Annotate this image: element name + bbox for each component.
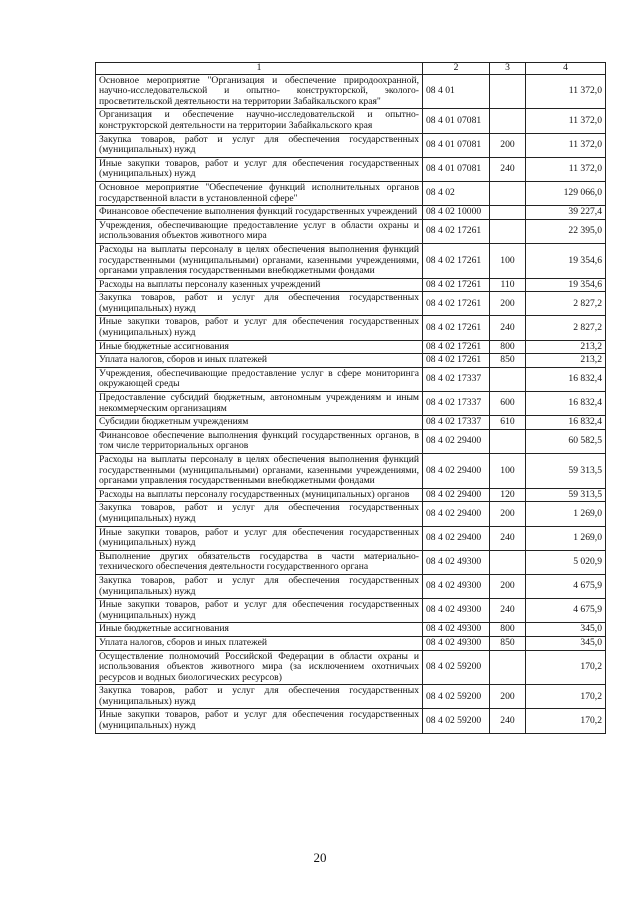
cell-name: Расходы на выплаты персоналу в целях обеспечения выполнения функций государственными (муниципальными) органами, казенными учреждениями, органами управления государственными внебюджетными фондами	[96, 243, 423, 278]
cell-amount: 1 269,0	[526, 502, 606, 526]
cell-expense-type: 120	[490, 488, 526, 502]
cell-amount: 213,2	[526, 354, 606, 368]
cell-name: Учреждения, обеспечивающие предоставление услуг в области охраны и использования объектов животного мира	[96, 219, 423, 243]
cell-expense-type	[490, 650, 526, 685]
cell-expense-type: 240	[490, 599, 526, 623]
cell-name: Иные закупки товаров, работ и услуг для обеспечения государственных (муниципальных) нужд	[96, 526, 423, 550]
cell-name: Основное мероприятие "Организация и обеспечение природоохранной, научно-исследовательской и опытно- конструкторской, эколого-просветительской деятельности на территории Забайкальского края"	[96, 74, 423, 109]
cell-expense-type: 800	[490, 340, 526, 354]
cell-name: Иные закупки товаров, работ и услуг для обеспечения государственных (муниципальных) нужд	[96, 316, 423, 340]
cell-code: 08 4 02 10000	[423, 206, 490, 220]
cell-code: 08 4 02 49300	[423, 599, 490, 623]
cell-code: 08 4 02 49300	[423, 550, 490, 574]
cell-name: Закупка товаров, работ и услуг для обеспечения государственных (муниципальных) нужд	[96, 685, 423, 709]
cell-expense-type: 240	[490, 157, 526, 181]
table-row	[96, 709, 606, 733]
cell-amount: 16 832,4	[526, 367, 606, 391]
cell-amount: 213,2	[526, 340, 606, 354]
cell-code: 08 4 02 49300	[423, 574, 490, 598]
cell-expense-type: 110	[490, 278, 526, 292]
cell-amount: 170,2	[526, 685, 606, 709]
table-row	[96, 292, 606, 316]
cell-name: Иные бюджетные ассигнования	[96, 623, 423, 637]
cell-name: Закупка товаров, работ и услуг для обеспечения государственных (муниципальных) нужд	[96, 133, 423, 157]
cell-name: Расходы на выплаты персоналу казенных учреждений	[96, 278, 423, 292]
table-row	[96, 416, 606, 430]
cell-name: Уплата налогов, сборов и иных платежей	[96, 354, 423, 368]
column-header-type: 3	[490, 63, 526, 75]
table-row	[96, 623, 606, 637]
cell-expense-type: 100	[490, 243, 526, 278]
column-header-name: 1	[96, 63, 423, 75]
cell-code: 08 4 01 07081	[423, 109, 490, 133]
table-row	[96, 316, 606, 340]
cell-code: 08 4 02 17337	[423, 416, 490, 430]
table-row	[96, 340, 606, 354]
cell-amount: 22 395,0	[526, 219, 606, 243]
cell-code: 08 4 02 29400	[423, 502, 490, 526]
cell-expense-type: 850	[490, 354, 526, 368]
cell-code: 08 4 01 07081	[423, 133, 490, 157]
cell-code: 08 4 02 17261	[423, 354, 490, 368]
cell-name: Закупка товаров, работ и услуг для обеспечения государственных (муниципальных) нужд	[96, 574, 423, 598]
table-row	[96, 454, 606, 489]
cell-amount: 59 313,5	[526, 454, 606, 489]
table-row	[96, 133, 606, 157]
cell-code: 08 4 02 29400	[423, 526, 490, 550]
table-row	[96, 157, 606, 181]
table-row	[96, 74, 606, 109]
page-number: 20	[313, 850, 327, 865]
table-row	[96, 685, 606, 709]
cell-amount: 16 832,4	[526, 392, 606, 416]
cell-name: Финансовое обеспечение выполнения функций государственных учреждений	[96, 206, 423, 220]
table-row	[96, 488, 606, 502]
cell-expense-type: 200	[490, 685, 526, 709]
cell-amount: 11 372,0	[526, 157, 606, 181]
cell-name: Организация и обеспечение научно-исследовательской и опытно-конструкторской деятельности на территории Забайкальского края	[96, 109, 423, 133]
cell-code: 08 4 02 29400	[423, 454, 490, 489]
cell-amount: 16 832,4	[526, 416, 606, 430]
cell-name: Субсидии бюджетным учреждениям	[96, 416, 423, 430]
cell-name: Иные закупки товаров, работ и услуг для обеспечения государственных (муниципальных) нужд	[96, 157, 423, 181]
cell-amount: 11 372,0	[526, 133, 606, 157]
cell-name: Финансовое обеспечение выполнения функций государственных органов, в том числе территориальных органов	[96, 429, 423, 453]
cell-expense-type	[490, 367, 526, 391]
table-row	[96, 219, 606, 243]
table-row	[96, 206, 606, 220]
cell-code: 08 4 02 17261	[423, 340, 490, 354]
table-row	[96, 243, 606, 278]
cell-amount: 4 675,9	[526, 574, 606, 598]
cell-expense-type: 240	[490, 526, 526, 550]
cell-code: 08 4 01 07081	[423, 157, 490, 181]
cell-expense-type	[490, 550, 526, 574]
cell-expense-type: 200	[490, 133, 526, 157]
cell-expense-type: 240	[490, 709, 526, 733]
cell-code: 08 4 02 17337	[423, 392, 490, 416]
cell-name: Уплата налогов, сборов и иных платежей	[96, 636, 423, 650]
cell-amount: 2 827,2	[526, 316, 606, 340]
cell-code: 08 4 02 17261	[423, 316, 490, 340]
cell-expense-type: 600	[490, 392, 526, 416]
table-row	[96, 429, 606, 453]
table-row	[96, 636, 606, 650]
cell-name: Учреждения, обеспечивающие предоставление услуг в сфере мониторинга окружающей среды	[96, 367, 423, 391]
column-header-sum: 4	[526, 63, 606, 75]
cell-amount: 2 827,2	[526, 292, 606, 316]
cell-code: 08 4 02 17261	[423, 243, 490, 278]
cell-code: 08 4 01	[423, 74, 490, 109]
cell-amount: 4 675,9	[526, 599, 606, 623]
table-row	[96, 367, 606, 391]
cell-amount: 11 372,0	[526, 74, 606, 109]
cell-amount: 5 020,9	[526, 550, 606, 574]
table-row	[96, 650, 606, 685]
table-row	[96, 109, 606, 133]
cell-name: Осуществление полномочий Российской Федерации в области охраны и использования объектов животного мира (за исключением охотничьих ресурсов и водных биологических ресурсов)	[96, 650, 423, 685]
table-row	[96, 550, 606, 574]
cell-code: 08 4 02 59200	[423, 650, 490, 685]
cell-expense-type: 850	[490, 636, 526, 650]
column-header-code: 2	[423, 63, 490, 75]
cell-name: Выполнение других обязательств государства в части материально-технического обеспечения деятельности государственного органа	[96, 550, 423, 574]
cell-expense-type	[490, 429, 526, 453]
cell-code: 08 4 02 59200	[423, 709, 490, 733]
cell-amount: 170,2	[526, 650, 606, 685]
cell-expense-type: 200	[490, 502, 526, 526]
budget-table	[95, 62, 606, 734]
cell-amount: 345,0	[526, 636, 606, 650]
cell-name: Расходы на выплаты персоналу государственных (муниципальных) органов	[96, 488, 423, 502]
cell-expense-type: 200	[490, 292, 526, 316]
table-row	[96, 526, 606, 550]
cell-expense-type	[490, 109, 526, 133]
cell-expense-type: 200	[490, 574, 526, 598]
table-row	[96, 354, 606, 368]
cell-name: Основное мероприятие "Обеспечение функций исполнительных органов государственной власти в установленной сфере"	[96, 181, 423, 205]
cell-amount: 1 269,0	[526, 526, 606, 550]
cell-expense-type: 610	[490, 416, 526, 430]
cell-expense-type: 800	[490, 623, 526, 637]
cell-amount: 129 066,0	[526, 181, 606, 205]
cell-code: 08 4 02 59200	[423, 685, 490, 709]
cell-name: Иные закупки товаров, работ и услуг для обеспечения государственных (муниципальных) нужд	[96, 709, 423, 733]
cell-amount: 60 582,5	[526, 429, 606, 453]
cell-code: 08 4 02 49300	[423, 623, 490, 637]
cell-expense-type	[490, 74, 526, 109]
cell-name: Закупка товаров, работ и услуг для обеспечения государственных (муниципальных) нужд	[96, 502, 423, 526]
table-body	[96, 74, 606, 733]
table-row	[96, 502, 606, 526]
table-row	[96, 599, 606, 623]
cell-amount: 39 227,4	[526, 206, 606, 220]
cell-expense-type	[490, 219, 526, 243]
cell-code: 08 4 02 29400	[423, 429, 490, 453]
table-row	[96, 574, 606, 598]
cell-code: 08 4 02 17261	[423, 219, 490, 243]
table-row	[96, 181, 606, 205]
cell-code: 08 4 02 49300	[423, 636, 490, 650]
cell-amount: 170,2	[526, 709, 606, 733]
cell-name: Иные бюджетные ассигнования	[96, 340, 423, 354]
cell-amount: 59 313,5	[526, 488, 606, 502]
cell-amount: 11 372,0	[526, 109, 606, 133]
cell-name: Закупка товаров, работ и услуг для обеспечения государственных (муниципальных) нужд	[96, 292, 423, 316]
cell-amount: 19 354,6	[526, 278, 606, 292]
cell-code: 08 4 02 17261	[423, 278, 490, 292]
cell-name: Расходы на выплаты персоналу в целях обеспечения выполнения функций государственными (муниципальными) органами, казенными учреждениями, органами управления государственными внебюджетными фондами	[96, 454, 423, 489]
cell-name: Иные закупки товаров, работ и услуг для обеспечения государственных (муниципальных) нужд	[96, 599, 423, 623]
cell-expense-type: 240	[490, 316, 526, 340]
table-row	[96, 392, 606, 416]
cell-amount: 19 354,6	[526, 243, 606, 278]
cell-amount: 345,0	[526, 623, 606, 637]
table-row	[96, 278, 606, 292]
cell-code: 08 4 02 17337	[423, 367, 490, 391]
cell-expense-type	[490, 181, 526, 205]
cell-expense-type: 100	[490, 454, 526, 489]
cell-code: 08 4 02 17261	[423, 292, 490, 316]
cell-name: Предоставление субсидий бюджетным, автономным учреждениям и иным некоммерческим организациям	[96, 392, 423, 416]
cell-expense-type	[490, 206, 526, 220]
cell-code: 08 4 02	[423, 181, 490, 205]
table-header-row	[96, 63, 606, 75]
cell-code: 08 4 02 29400	[423, 488, 490, 502]
